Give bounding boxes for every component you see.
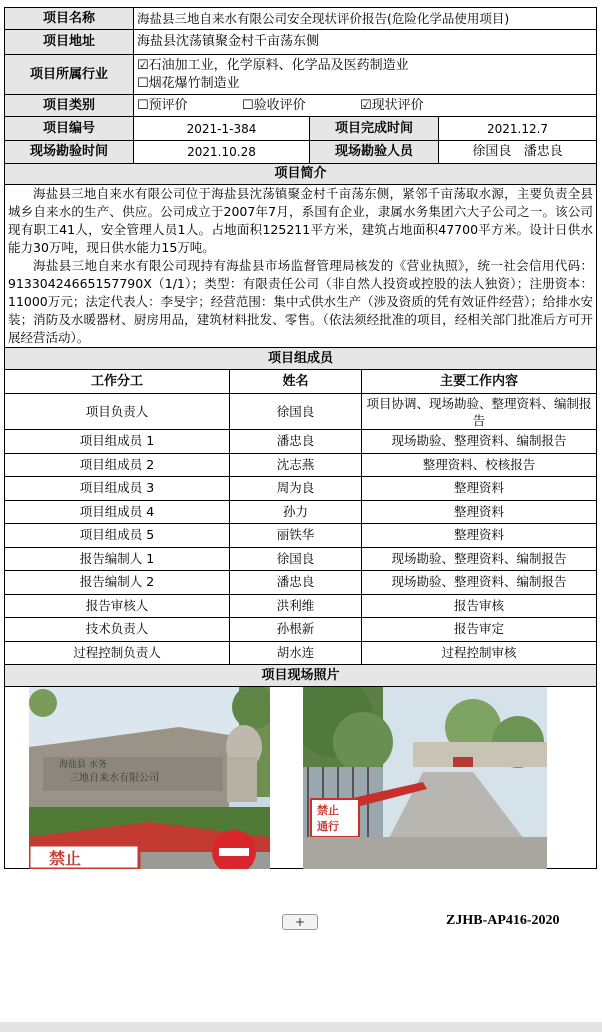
project-complete-value: 2021.12.7	[439, 117, 597, 141]
project-type-label: 项目类别	[5, 95, 134, 117]
member-role: 项目组成员 5	[5, 524, 230, 548]
svg-text:三地自来水有限公司: 三地自来水有限公司	[69, 773, 159, 784]
member-role: 项目组成员 3	[5, 477, 230, 501]
member-row	[5, 524, 597, 548]
member-role: 技术负责人	[5, 618, 230, 642]
industry-option-petroleum: ☑石油加工业，化学原料、化学品及医药制造业	[137, 57, 409, 73]
evaluation-info-table	[4, 7, 597, 869]
member-row	[5, 594, 597, 618]
member-role: 报告编制人 2	[5, 571, 230, 595]
member-row	[5, 618, 597, 642]
member-work: 项目协调、现场勘验、整理资料、编制报告	[362, 394, 597, 430]
member-row	[5, 500, 597, 524]
member-name: 孙根新	[230, 618, 362, 642]
member-name: 沈志燕	[230, 453, 362, 477]
member-work: 现场勘验、整理资料、编制报告	[362, 571, 597, 595]
project-industry-value	[134, 55, 597, 95]
document-code: ZJHB-AP416-2020	[446, 913, 560, 928]
photo2-sign-text1: 禁止	[317, 804, 339, 817]
survey-time-value: 2021.10.28	[134, 141, 310, 164]
survey-staff-value: 徐国良 潘忠良	[439, 141, 597, 164]
member-role: 项目组成员 2	[5, 453, 230, 477]
member-work: 整理资料、校核报告	[362, 453, 597, 477]
member-work: 现场勘验、整理资料、编制报告	[362, 547, 597, 571]
project-address-value: 海盐县沈荡镇聚金村千亩荡东侧	[134, 30, 597, 55]
type-option-pre: ☐预评价	[137, 97, 188, 113]
intro-body	[5, 185, 597, 348]
intro-heading: 项目简介	[5, 164, 597, 185]
member-row	[5, 477, 597, 501]
photo2-sign-text2: 通行	[317, 820, 339, 833]
member-row	[5, 453, 597, 477]
survey-staff-label: 现场勘验人员	[310, 141, 439, 164]
survey-time-label: 现场勘验时间	[5, 141, 134, 164]
site-photo-gate	[303, 687, 547, 869]
project-name-value: 海盐县三地自来水有限公司安全现状评价报告(危险化学品使用项目)	[134, 8, 597, 30]
member-rows	[5, 394, 597, 665]
member-name: 胡水连	[230, 641, 362, 665]
type-option-acceptance: ☐验收评价	[242, 97, 306, 113]
project-complete-label: 项目完成时间	[310, 117, 439, 141]
member-role: 项目组成员 4	[5, 500, 230, 524]
member-role: 报告编制人 1	[5, 547, 230, 571]
project-address-label: 项目地址	[5, 30, 134, 55]
project-number-value: 2021-1-384	[134, 117, 310, 141]
svg-text:海盐县 水务: 海盐县 水务	[59, 760, 107, 770]
member-work: 过程控制审核	[362, 641, 597, 665]
member-work: 整理资料	[362, 524, 597, 548]
member-role: 项目负责人	[5, 394, 230, 430]
member-name: 潘忠良	[230, 571, 362, 595]
bottom-scroll-area	[0, 1022, 602, 1032]
members-col-work: 主要工作内容	[362, 370, 597, 394]
member-row	[5, 430, 597, 454]
type-option-status: ☑现状评价	[360, 97, 424, 113]
project-type-value	[134, 95, 597, 117]
member-work: 整理资料	[362, 477, 597, 501]
member-row	[5, 547, 597, 571]
expand-button[interactable]: +	[282, 914, 318, 930]
member-role: 过程控制负责人	[5, 641, 230, 665]
members-col-role: 工作分工	[5, 370, 230, 394]
member-name: 丽铁华	[230, 524, 362, 548]
member-row	[5, 571, 597, 595]
member-row	[5, 394, 597, 430]
member-name: 潘忠良	[230, 430, 362, 454]
member-name: 周为良	[230, 477, 362, 501]
intro-paragraph-1: 海盐县三地自来水有限公司位于海盐县沈荡镇聚金村千亩荡东侧，紧邻千亩荡取水源，主要负责全县城乡自来水的生产、供应。公司成立于2007年7月，系国有企业，隶属水务集团六大子公司之一。该公司现有职工41人，安全管理人员1人。占地面积125211平方米，建筑占地面积47700平方米。设计日供水能力30万吨，现日供水能力15万吨。	[8, 186, 594, 255]
industry-option-fireworks: ☐烟花爆竹制造业	[137, 75, 240, 91]
photos-heading: 项目现场照片	[5, 665, 597, 687]
member-name: 徐国良	[230, 547, 362, 571]
member-work: 现场勘验、整理资料、编制报告	[362, 430, 597, 454]
site-photo-entrance	[29, 687, 270, 869]
photos-cell	[5, 687, 597, 869]
project-name-label: 项目名称	[5, 8, 134, 30]
project-industry-label: 项目所属行业	[5, 55, 134, 95]
members-heading: 项目组成员	[5, 348, 597, 370]
member-work: 报告审核	[362, 594, 597, 618]
member-name: 徐国良	[230, 394, 362, 430]
member-row	[5, 641, 597, 665]
photo1-sign-text: 禁止	[49, 849, 82, 868]
member-name: 孙力	[230, 500, 362, 524]
intro-paragraph-2: 海盐县三地自来水有限公司现持有海盐县市场监督管理局核发的《营业执照》，统一社会信用代码：91330424665157790X（1/1）；类型：有限责任公司（非自然人投资或控股的法人独资）；注册资本：11000万元；法定代表人：李旻宇；经营范围：集中式供水生产（涉及资质的凭有效证件经营）；给排水安装；消防及水暖器材、厨房用品，建筑材料批发、零售。（依法须经批准的项目，经相关部门批准后方可开展经营活动）。	[8, 258, 594, 345]
member-work: 报告审定	[362, 618, 597, 642]
project-number-label: 项目编号	[5, 117, 134, 141]
member-name: 洪利维	[230, 594, 362, 618]
member-role: 项目组成员 1	[5, 430, 230, 454]
members-col-name: 姓名	[230, 370, 362, 394]
member-role: 报告审核人	[5, 594, 230, 618]
member-work: 整理资料	[362, 500, 597, 524]
